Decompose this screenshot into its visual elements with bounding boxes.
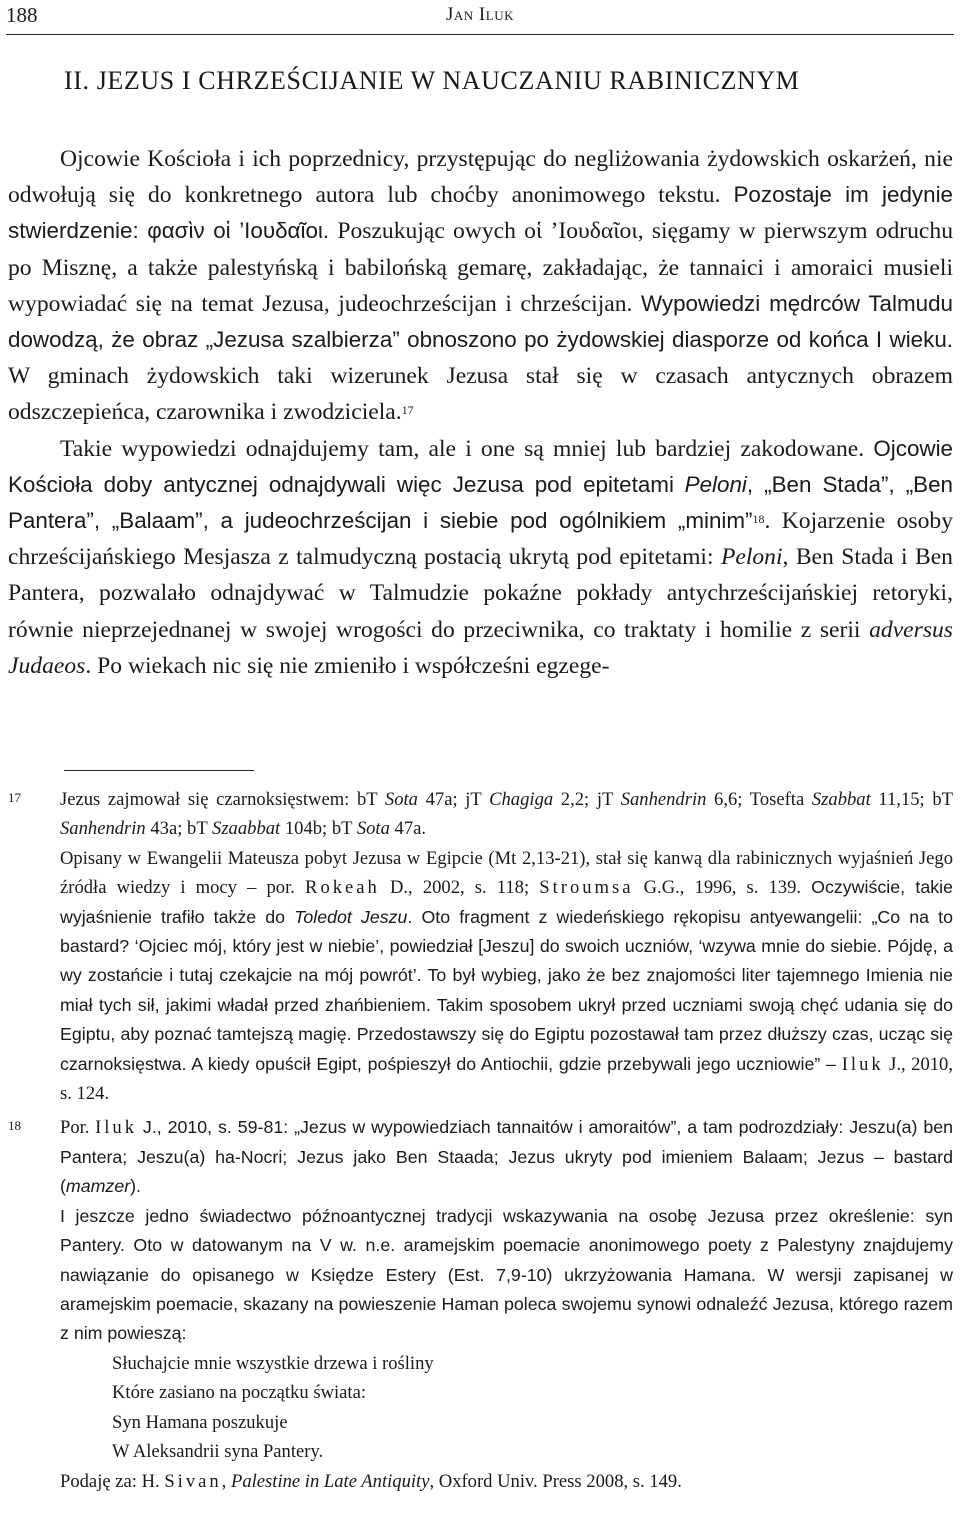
- fn17-text: D., 2002, s. 118;: [379, 877, 540, 899]
- footnote-17: [8, 785, 953, 1108]
- fn17-author: Rokeah: [305, 877, 380, 899]
- fn17-text: . Oto fragment z wiedeńskiego rękopisu antyewangelii: „Co na to bastard? ‘Ojciec mój, który jest w niebie’, powiedział [Jeszu] do swoich uczniów, ‘wzywa mnie do siebie. Pójdę, a wy zostańcie i tutaj czekajcie na mój powrót’. To był wybieg, jako że bez znajomości liter tajemnego Imienia nie miał tych sił, jakimi władał przed zhańbieniem. Takim sposobem ukrył przed uczniami swoją chęć udania się do Egiptu, aby poznać tamtejszą magię. Przedostawszy się do Egiptu pozostawał tam przez dłuższy czas, ucząc się czarnoksięstwa. A kiedy opuścił Egipt, pośpieszył do Antiochii, gdzie przebywali jego uczniowie” –: [60, 906, 953, 1074]
- fn17-text: 43a; bT: [145, 818, 213, 840]
- p2-peloni-2: Peloni: [720, 544, 783, 571]
- p1-sentence-5: W gminach żydowskich taki wizerunek Jezusa stał się w czasach antycznych obrazem odszczepieńca, czarownika i zwodziciela.: [8, 363, 953, 426]
- paragraph-2: [8, 431, 953, 684]
- footnote-17-para-2: [60, 844, 953, 1109]
- p2-sentence-2: Ojcowie Kościoła doby antycznej odnajdywali więc Jezusa pod epitetami: [8, 435, 953, 497]
- poem-line: Które zasiano na początku świata:: [112, 1382, 367, 1404]
- fn17-text: 47a.: [389, 818, 427, 840]
- footnote-18-source: [60, 1467, 953, 1496]
- fn17-title: Sota: [356, 818, 390, 840]
- fn18-text: ,: [221, 1470, 231, 1492]
- fn18-text: ).: [130, 1176, 142, 1197]
- fn17-text: 47a; jT: [417, 789, 490, 810]
- fn17-text: G.G., 1996, s. 139.: [633, 877, 802, 899]
- p1-sentence-2: Pozostaje im jedynie stwierdzenie: φασὶν οἱ ’Ιουδαῖοι.: [8, 182, 954, 244]
- p2-peloni-1: Peloni: [684, 471, 747, 497]
- footnote-number-17: 17: [8, 790, 21, 805]
- footnotes: [8, 785, 953, 1501]
- fn18-text: J., 2010, s. 59-81: „Jezus w wypowiedziach tannaitów i amoraitów”, a tam podrozdziały: Jeszu(a) ben Pantera; Jeszu(a) ha-Nocri; Jezus jako Ben Staada; Jezus ukryty pod imieniem Balaam; Jezus – bastard (: [60, 1117, 953, 1197]
- fn17-title: Szaabbat: [212, 818, 281, 840]
- fn18-author: Sivan: [164, 1470, 222, 1492]
- fn18-term: mamzer: [65, 1176, 131, 1197]
- footnote-number-18: 18: [8, 1118, 21, 1134]
- fn17-text: J., 2010, s. 124.: [60, 1053, 953, 1105]
- fn17-title: Chagiga: [489, 789, 554, 810]
- fn17-title: Sanhendrin: [620, 789, 707, 810]
- poem: [60, 1349, 953, 1467]
- p2-sentence-1: Takie wypowiedzi odnajdujemy tam, ale i one są mniej lub bardziej zakodowane.: [60, 435, 865, 462]
- footnote-18-line-1: [60, 1113, 953, 1201]
- running-head: Jan Iluk: [446, 4, 514, 25]
- fn17-title: Sota: [384, 789, 418, 810]
- fn17-author: Iluk: [841, 1053, 884, 1075]
- p2-sentence-4: . Kojarzenie osoby chrześcijańskiego Mesjasza z talmudyczną postacią ukrytą pod epitetami:: [8, 508, 953, 571]
- poem-line: Syn Hamana poszukuje: [112, 1411, 288, 1433]
- p2-sentence-5: , Ben Stada i Ben Pantera, pozwalało odnajdywać w Talmudzie pokaźne pokłady antychrześcijańskiej retoryki, równie nieprzejednanej w swojej wrogości do przeciwnika, co traktaty i homilie z serii: [8, 544, 953, 643]
- footnote-ref-17[interactable]: 17: [401, 403, 414, 418]
- fn17-title: Szabbat: [811, 789, 871, 810]
- footnote-separator: [64, 770, 254, 771]
- p2-sentence-6: . Po wiekach nic się nie zmieniło i współcześni egzege-: [85, 652, 610, 679]
- fn17-text: 2,2; jT: [553, 789, 621, 810]
- p2-sentence-3: , „Ben Stada”, „Ben Pantera”, „Balaam”, a judeochrześcijan i siebie pod ogólnikiem „minim”: [8, 471, 953, 534]
- fn17-text: Jezus zajmował się czarnoksięstwem: bT: [60, 789, 385, 810]
- fn17-text: Opisany w Ewangelii Mateusza pobyt Jezusa w Egipcie (Mt 2,13-21), stał się kanwą dla rabinicznych wyjaśnień Jego źródła wiedzy i mocy – por.: [60, 847, 953, 899]
- fn18-book-title: Palestine in Late Antiquity: [230, 1470, 430, 1492]
- fn18-text: , Oxford Univ. Press 2008, s. 149.: [429, 1470, 682, 1492]
- footnote-ref-18[interactable]: 18: [752, 512, 765, 527]
- poem-line: Słuchajcie mnie wszystkie drzewa i rośliny: [112, 1352, 434, 1374]
- fn18-text: Podaję za: H.: [60, 1470, 165, 1492]
- page-header: [6, 0, 954, 35]
- fn17-text: Oczywiście, takie wyjaśnienie trafiło także do: [60, 877, 953, 927]
- fn17-title: Sanhendrin: [60, 818, 146, 840]
- poem-line: W Aleksandrii syna Pantery.: [112, 1441, 324, 1463]
- footnote-18: [8, 1113, 953, 1496]
- fn17-title: Toledot Jeszu: [294, 906, 408, 927]
- p1-sentence-1: Ojcowie Kościoła i ich poprzednicy, przystępując do negliżowania żydowskich oskarżeń, nie odwołują się do konkretnego autora lub choćby anonimowego tekstu.: [8, 146, 953, 209]
- footnote-18-para-2: I jeszcze jedno świadectwo późnoantycznej tradycji wskazywania na osobę Jezusa przez określenie: syn Pantery. Oto w datowanym na V w. n.e. aramejskim poemacie anonimowego poety z Palestyny znajdujemy nawiązanie do opisanego w Księdze Estery (Est. 7,9-10) ukrzyżowania Hamana. W wersji zapisanej w aramejskim poemacie, skazany na powieszenie Haman poleca swojemu synowi odnaleźć Jezusa, którego razem z nim powieszą:: [60, 1205, 953, 1344]
- fn18-text: Por.: [60, 1117, 96, 1139]
- p1-sentence-4: Wypowiedzi mędrców Talmudu dowodzą, że obraz „Jezusa szalbierza” obnoszono po żydowskiej diasporze od końca I wieku.: [8, 290, 953, 353]
- fn18-author: Iluk: [95, 1117, 138, 1139]
- fn17-text: 104b; bT: [280, 818, 357, 840]
- page-number: 188: [6, 3, 38, 27]
- fn17-author: Stroumsa: [539, 877, 634, 899]
- section-title: II. JEZUS I CHRZEŚCIJANIE W NAUCZANIU RABINICZNYM: [64, 66, 800, 95]
- paragraph-1: [8, 141, 953, 431]
- fn17-text: 11,15; bT: [870, 789, 954, 810]
- fn17-text: 6,6; Tosefta: [706, 789, 812, 810]
- main-text: [8, 141, 953, 684]
- p1-sentence-3: Poszukując owych οἱ ’Ιουδαῖοι, sięgamy w pierwszym odruchu po Misznę, a także palestyńską i babilońską gemarę, zakładając, że tannaici i amoraici musieli wypowiadać się na temat Jezusa, judeochrześcijan i chrześcijan.: [8, 218, 953, 317]
- footnote-17-line-1: [60, 785, 953, 844]
- p2-adversus: adversus Judaeos: [8, 616, 953, 679]
